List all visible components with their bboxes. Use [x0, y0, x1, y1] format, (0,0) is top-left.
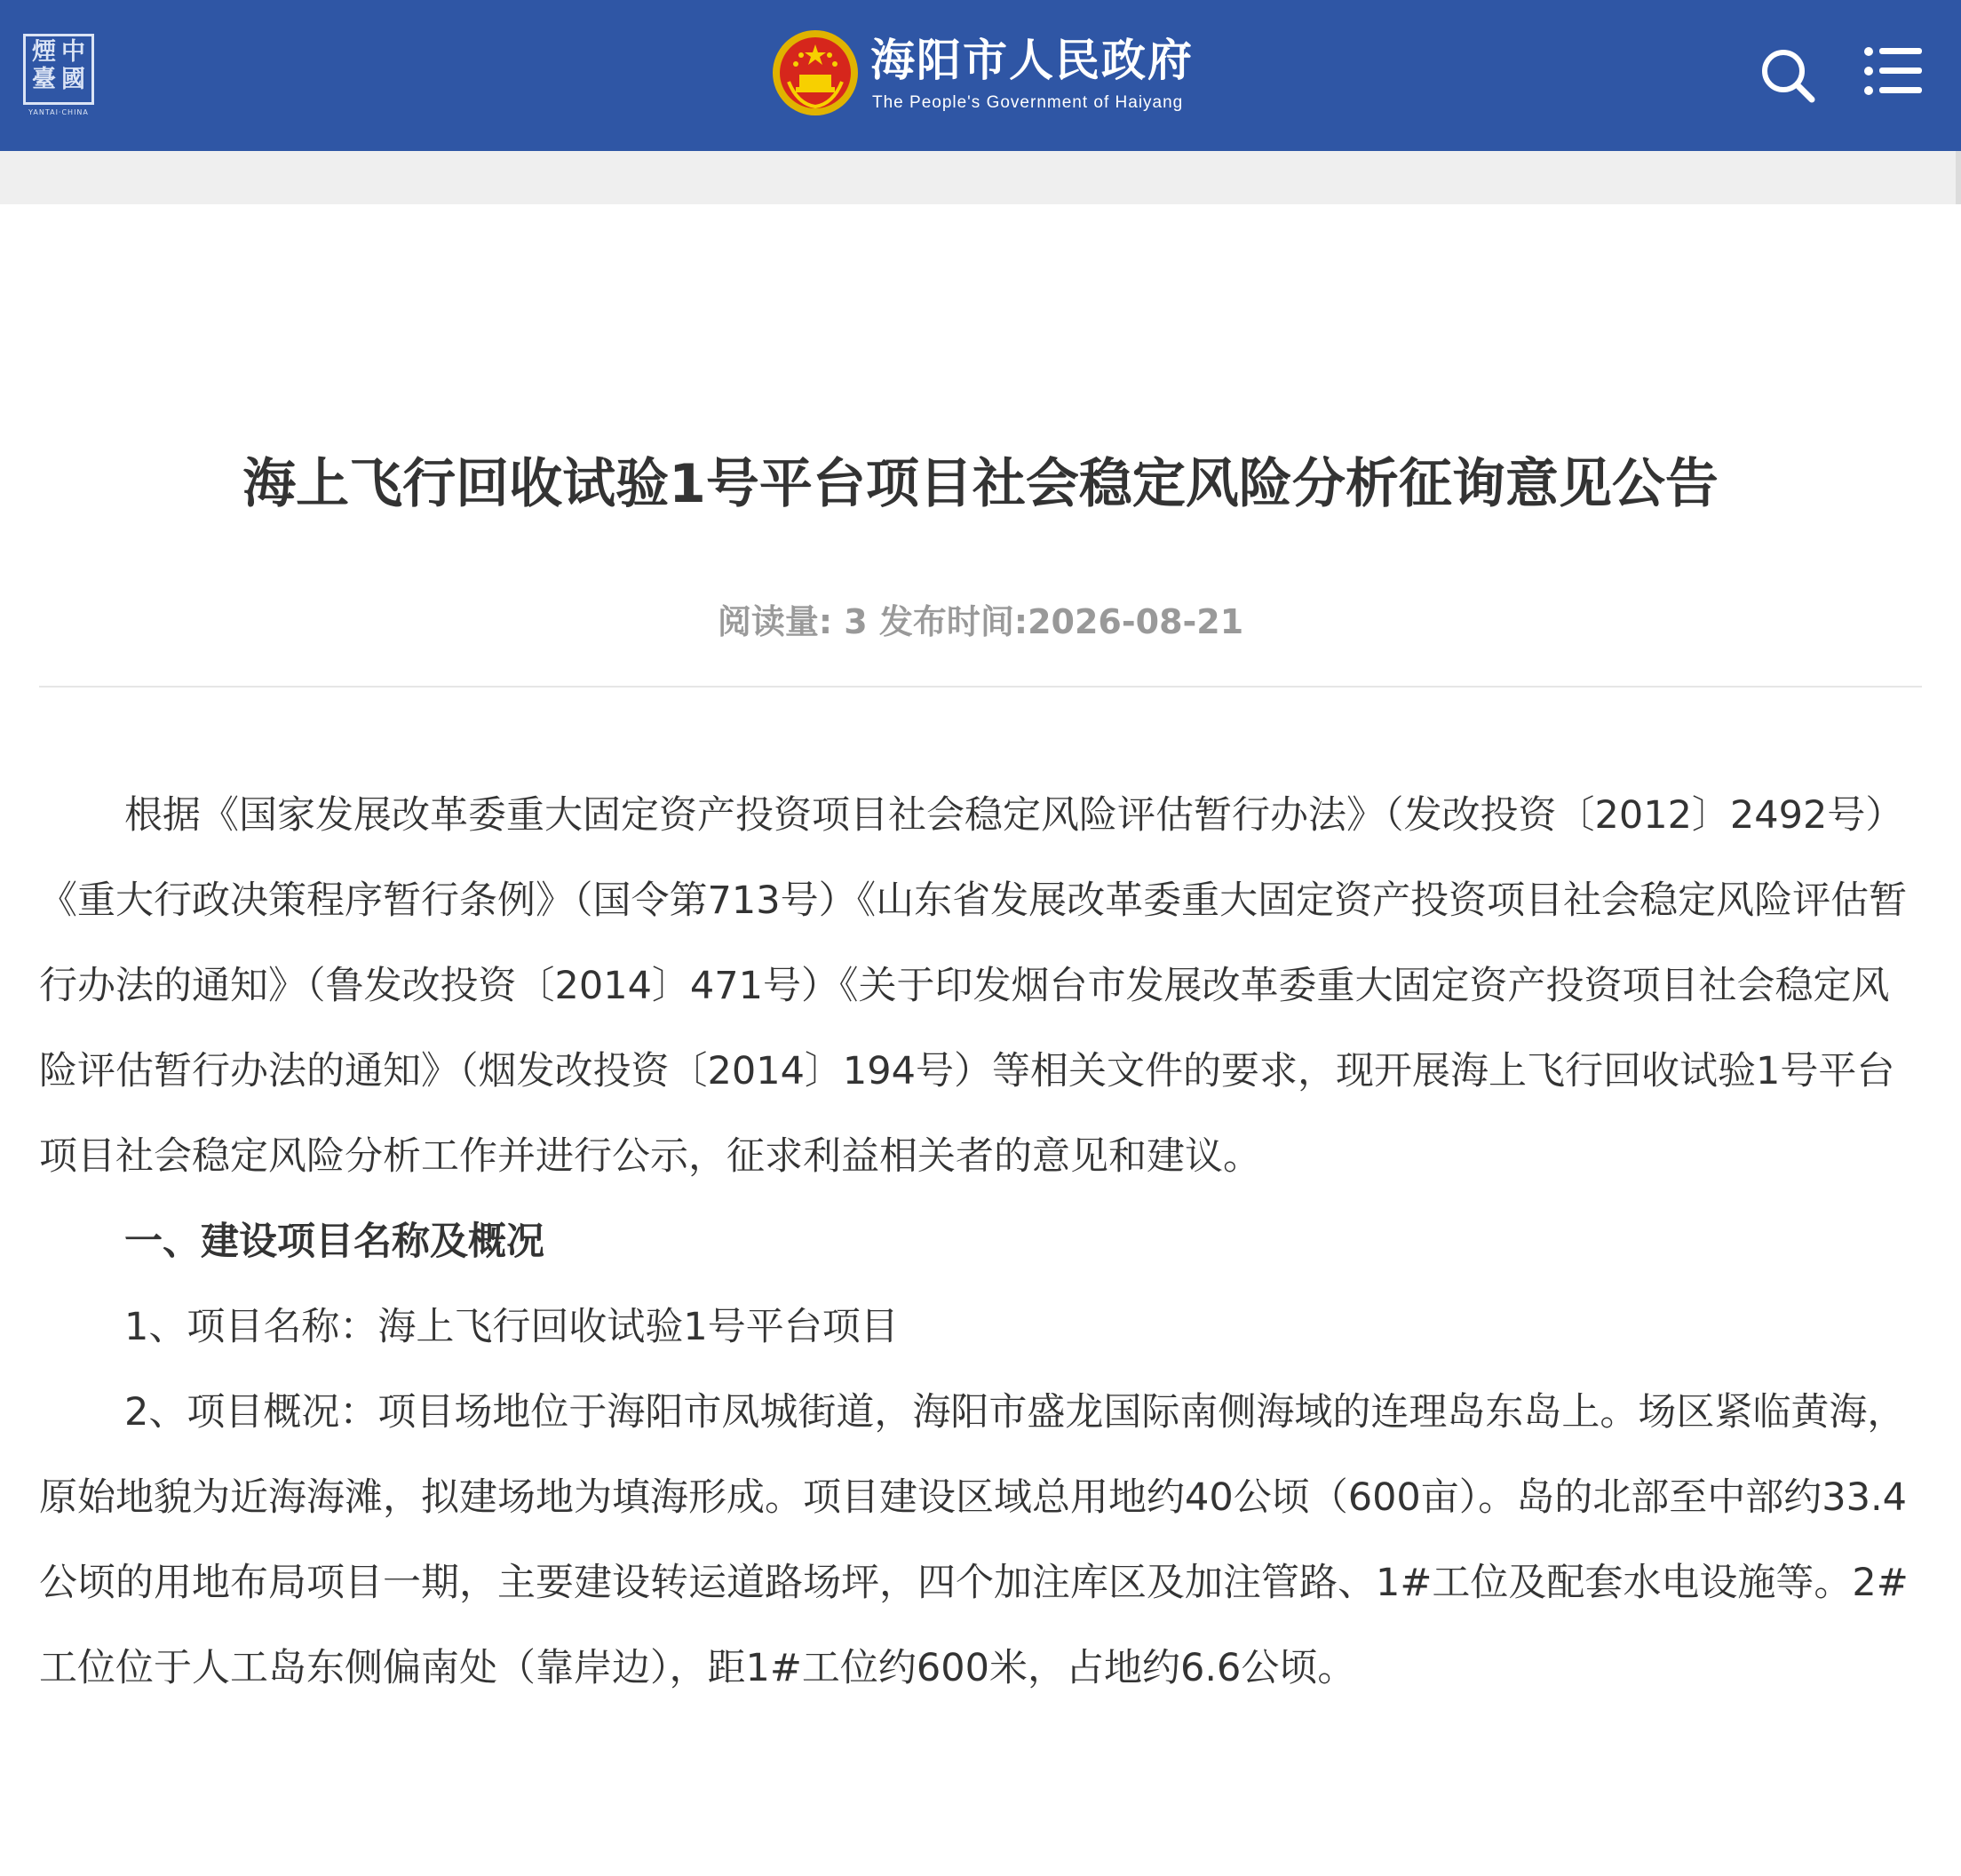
article-title: 海上飞行回收试验1号平台项目社会稳定风险分析征询意见公告 — [242, 453, 1719, 515]
paragraph: 2、项目概况：项目场地位于海阳市凤城街道，海阳市盛龙国际南侧海域的连理岛东岛上。场区紧临黄海，原始地貌为近海海滩，拟建场地为填海形成。项目建设区域总用地约40公顷（600亩）。岛的北部至中部约33.4公顷的用地布局项目一期，主要建设转运道路场坪，四个加注库区及加注管路、1#工位及配套水电设施等。2#工位位于人工岛东侧偏南处（靠岸边），距1#工位约600米，占地约6.6公顷。 — [39, 1390, 1909, 1690]
site-title[interactable]: 海阳市人民政府 — [870, 35, 1194, 86]
paragraph: 根据《国家发展改革委重大固定资产投资项目社会稳定风险评估暂行办法》（发改投资〔2012〕2492号）《重大行政决策程序暂行条例》（国令第713号）《山东省发展改革委重大固定资产投资项目社会稳定风险评估暂行办法的通知》（鲁发改投资〔2014〕471号）《关于印发烟台市发展改革委重大固定资产投资项目社会稳定风险评估暂行办法的通知》（烟发改投资〔2014〕194号）等相关文件的要求，现开展海上飞行回收试验1号平台项目社会稳定风险分析工作并进行公示，征求利益相关者的意见和建议。 — [39, 793, 1908, 1179]
article-body — [39, 773, 1922, 1711]
national-emblem-icon — [771, 28, 860, 117]
logo-char: 國 — [61, 66, 85, 93]
logo-char: 煙 — [32, 38, 56, 66]
site-header — [0, 0, 1961, 151]
search-icon — [1759, 44, 1821, 107]
site-subtitle: The People's Government of Haiyang — [872, 93, 1184, 112]
menu-button[interactable] — [1863, 44, 1925, 101]
scrollbar[interactable] — [1956, 151, 1961, 204]
logo-subtext: YANTAI·CHINA — [28, 108, 89, 116]
logo-char: 中 — [61, 38, 85, 66]
logo-char: 臺 — [32, 66, 56, 93]
search-button[interactable] — [1759, 44, 1821, 107]
section-heading: 一、建设项目名称及概况 — [124, 1220, 544, 1264]
paragraph: 1、项目名称：海上飞行回收试验1号平台项目 — [124, 1305, 899, 1349]
divider — [39, 686, 1922, 688]
header-spacer — [0, 151, 1961, 204]
article-meta: 阅读量: 3 发布时间:2026-08-21 — [717, 602, 1244, 641]
yantai-logo[interactable] — [23, 34, 94, 116]
menu-icon — [1863, 44, 1925, 101]
logo-characters — [29, 38, 88, 93]
